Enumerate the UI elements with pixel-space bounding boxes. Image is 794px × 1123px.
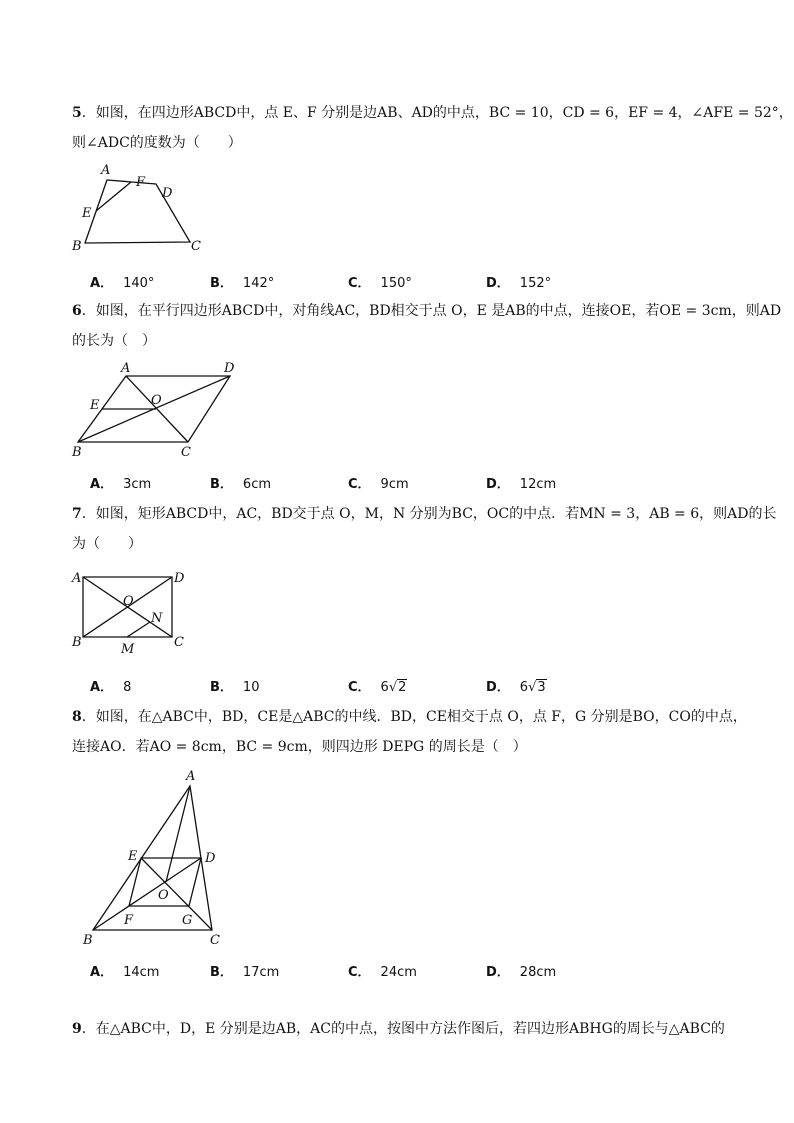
label-A: A [72,571,82,586]
question-number: 8 [72,709,82,725]
options-q6 [90,473,690,493]
label-B: B [83,933,93,948]
figure-q8-triangle [78,766,228,956]
question-number: 6 [72,303,82,319]
label-B: B [72,445,82,460]
options-q5 [90,272,690,292]
median-ce [141,858,212,930]
label-C: C [174,635,184,650]
figure-q6-parallelogram [68,362,248,462]
label-B: B [72,239,82,254]
option-a[interactable]: A． 8 [90,680,132,695]
option-a[interactable]: A． 140° [90,276,155,291]
label-A: A [186,769,196,784]
label-O: O [158,888,169,903]
label-E: E [128,849,138,864]
figure-q5-quadrilateral [70,160,210,260]
question-9-line-1: 9．在△ABC中，D，E 分别是边AB，AC的中点，按图中方法作图后，若四边形ABHG的周长与△ABC的 [72,1021,725,1037]
label-D: D [174,571,185,586]
option-b[interactable]: B． 17cm [210,965,280,980]
question-7-line-2: 为（ ） [72,536,142,552]
figure-q7-rectangle [70,566,200,656]
options-q8 [90,961,690,981]
label-C: C [181,445,191,460]
label-O: O [123,594,134,609]
label-M: M [121,642,135,657]
option-d[interactable]: D． 12cm [486,477,557,492]
label-C: C [210,933,220,948]
option-c[interactable]: C． 9cm [348,477,409,492]
option-b[interactable]: B． 6cm [210,477,272,492]
question-6-line-2: 的长为（ ） [72,333,156,349]
option-c[interactable]: C． 24cm [348,965,417,980]
question-9 [72,1014,732,1044]
label-F: F [124,913,134,928]
label-D: D [224,361,235,376]
option-d[interactable]: D． 6√3 [486,680,546,695]
options-q7 [90,676,690,696]
question-8 [72,702,747,762]
question-5-line-2: 则∠ADC的度数为（ ） [72,135,242,151]
option-b[interactable]: B． 10 [210,680,260,695]
question-5-line-1: 5．如图，在四边形ABCD中，点 E、F 分别是边AB、AD的中点，BC = 10，CD = 6，EF = 4，∠AFE = 52°， [72,105,793,121]
option-b[interactable]: B． 142° [210,276,275,291]
question-number: 9 [72,1021,82,1037]
option-c[interactable]: C． 150° [348,276,412,291]
question-6-line-1: 6．如图，在平行四边形ABCD中，对角线AC，BD相交于点 O，E 是AB的中点，连接OE，若OE = 3cm，则AD [72,303,782,319]
question-5 [72,98,793,158]
label-E: E [82,206,92,221]
question-7-line-1: 7．如图，矩形ABCD中，AC，BD交于点 O，M，N 分别为BC，OC的中点．若MN = 3，AB = 6，则AD的长 [72,506,777,522]
question-number: 7 [72,506,82,522]
label-E: E [90,398,100,413]
option-c[interactable]: C． 6√2 [348,680,407,695]
label-D: D [205,851,216,866]
option-d[interactable]: D． 28cm [486,965,557,980]
label-A: A [121,361,131,376]
question-6 [72,296,782,356]
label-O: O [151,393,162,408]
option-a[interactable]: A． 14cm [90,965,160,980]
label-D: D [162,186,173,201]
label-B: B [72,635,82,650]
question-8-line-1: 8．如图，在△ABC中，BD，CE是△ABC的中线．BD，CE相交于点 O，点 F，G 分别是BO，CO的中点， [72,709,747,725]
label-G: G [182,913,193,928]
question-7 [72,499,777,559]
question-number: 5 [72,105,82,121]
segment-mn [127,622,150,637]
option-d[interactable]: D． 152° [486,276,552,291]
question-8-line-2: 连接AO．若AO = 8cm，BC = 9cm，则四边形 DEPG 的周长是（ ） [72,739,527,755]
label-A: A [101,163,111,178]
label-F: F [136,175,146,190]
option-a[interactable]: A． 3cm [90,477,152,492]
label-C: C [191,239,201,254]
label-N: N [151,611,163,626]
